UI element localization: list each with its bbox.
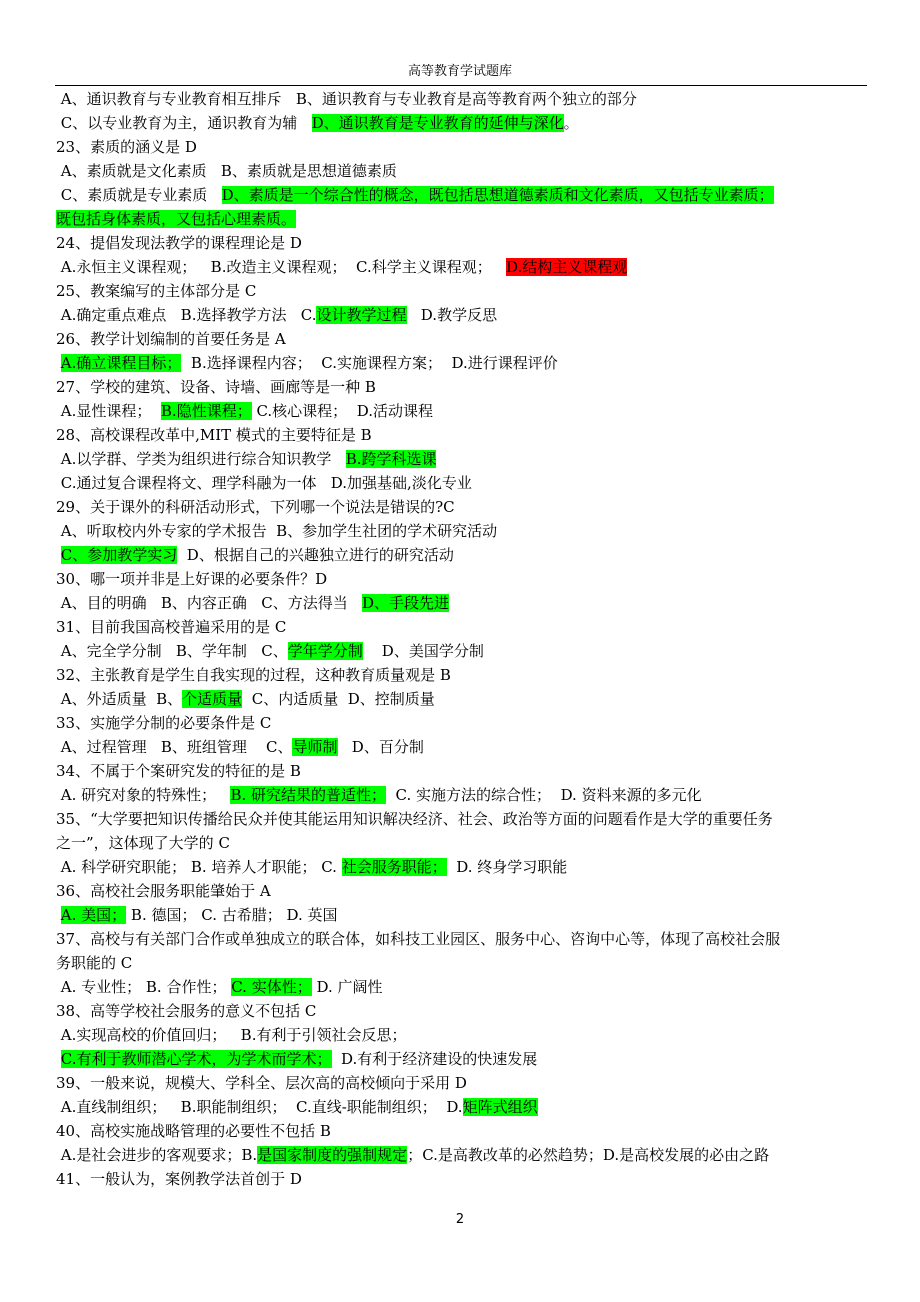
document-body xyxy=(56,87,872,1191)
answer-highlight: B.隐性课程； xyxy=(160,402,252,420)
answer-highlight: 矩阵式组织 xyxy=(462,1098,538,1116)
text-line xyxy=(56,255,872,279)
text-segment: 24、提倡发现法教学的课程理论是 D xyxy=(56,234,302,252)
answer-highlight: C、参加教学实习 xyxy=(60,546,178,564)
text-segment: D.教学反思 xyxy=(406,306,498,324)
text-line xyxy=(56,87,872,111)
text-segment: A、完全学分制 B、学年制 C、 xyxy=(56,642,288,660)
text-line xyxy=(56,759,872,783)
text-segment: A.永恒主义课程观； B.改造主义课程观； C.科学主义课程观； xyxy=(56,258,507,276)
text-segment: C、以专业教育为主，通识教育为辅 xyxy=(56,114,312,132)
text-line xyxy=(56,111,872,135)
text-segment: 33、实施学分制的必要条件是 C xyxy=(56,714,272,732)
text-segment: A.实现高校的价值回归； B.有利于引领社会反思； xyxy=(56,1026,407,1044)
text-segment: C.通过复合课程将文、理学科融为一体 D.加强基础,淡化专业 xyxy=(56,474,472,492)
text-line xyxy=(56,471,872,495)
text-segment: D、根据自己的兴趣独立进行的研究活动 xyxy=(177,546,454,564)
text-segment: A. 专业性； B. 合作性； xyxy=(56,978,232,996)
text-line xyxy=(56,999,872,1023)
page-number: 2 xyxy=(455,1212,465,1227)
text-segment: A、通识教育与专业教育相互排斥 B、通识教育与专业教育是高等教育两个独立的部分 xyxy=(56,90,637,108)
answer-highlight: C.有利于教师潜心学术，为学术而学术； xyxy=(60,1050,332,1068)
text-segment: B.选择课程内容； C.实施课程方案； D.进行课程评价 xyxy=(181,354,558,372)
text-segment: 37、高校与有关部门合作或单独成立的联合体，如科技工业园区、服务中心、咨询中心等，体现了高校社会服 xyxy=(56,930,781,948)
text-segment: 39、一般来说，规模大、学科全、层次高的高校倾向于采用 D xyxy=(56,1074,467,1092)
text-line xyxy=(56,423,872,447)
answer-highlight: B. 研究结果的普适性； xyxy=(230,786,387,804)
text-line xyxy=(56,639,872,663)
text-segment: A. 科学研究职能； B. 培养人才职能； C. xyxy=(56,858,342,876)
text-segment: B. 德国； C. 古希腊； D. 英国 xyxy=(126,906,338,924)
text-segment: 之一”，这体现了大学的 C xyxy=(56,834,230,852)
text-segment: C、内适质量 D、控制质量 xyxy=(242,690,435,708)
text-line xyxy=(56,1167,872,1191)
text-segment: A、目的明确 B、内容正确 C、方法得当 xyxy=(56,594,363,612)
answer-highlight: D、素质是一个综合性的概念，既包括思想道德素质和文化素质，又包括专业素质； xyxy=(221,186,774,204)
text-segment: 28、高校课程改革中,MIT 模式的主要特征是 B xyxy=(56,426,372,444)
text-segment: C、素质就是专业素质 xyxy=(56,186,222,204)
text-line xyxy=(56,495,872,519)
text-segment: 务职能的 C xyxy=(56,954,133,972)
text-segment: 38、高等学校社会服务的意义不包括 C xyxy=(56,1002,317,1020)
text-line xyxy=(56,927,872,951)
text-line xyxy=(56,903,872,927)
text-segment: A、外适质量 B、 xyxy=(56,690,183,708)
text-segment: A、听取校内外专家的学术报告 B、参加学生社团的学术研究活动 xyxy=(56,522,498,540)
text-line xyxy=(56,855,872,879)
text-segment: 36、高校社会服务职能肇始于 A xyxy=(56,882,271,900)
text-line xyxy=(56,831,872,855)
text-line xyxy=(56,567,872,591)
text-segment: A.直线制组织； B.职能制组织； C.直线-职能制组织； D. xyxy=(56,1098,463,1116)
text-line xyxy=(56,543,872,567)
text-line xyxy=(56,807,872,831)
text-line xyxy=(56,1143,872,1167)
text-segment: A、过程管理 B、班组管理 C、 xyxy=(56,738,293,756)
text-line xyxy=(56,951,872,975)
answer-highlight: C. 实体性； xyxy=(231,978,312,996)
text-segment: 35、“大学要把知识传播给民众并使其能运用知识解决经济、社会、政治等方面的问题看作是大学的重要任务 xyxy=(56,810,773,828)
text-segment: 32、主张教育是学生自我实现的过程，这种教育质量观是 B xyxy=(56,666,451,684)
answer-highlight: 社会服务职能； xyxy=(341,858,447,876)
text-segment: 25、教案编写的主体部分是 C xyxy=(56,282,257,300)
text-line xyxy=(56,447,872,471)
text-segment: A.显性课程； xyxy=(56,402,161,420)
answer-highlight: 导师制 xyxy=(292,738,338,756)
text-line xyxy=(56,615,872,639)
text-segment: 23、素质的涵义是 D xyxy=(56,138,197,156)
text-line xyxy=(56,735,872,759)
header-rule xyxy=(55,85,867,86)
text-segment: 40、高校实施战略管理的必要性不包括 B xyxy=(56,1122,331,1140)
answer-highlight: A. 美国； xyxy=(60,906,127,924)
text-line xyxy=(56,783,872,807)
text-segment: C.核心课程； D.活动课程 xyxy=(251,402,433,420)
text-line xyxy=(56,279,872,303)
text-line xyxy=(56,975,872,999)
text-line xyxy=(56,135,872,159)
text-segment: A、素质就是文化素质 B、素质就是思想道德素质 xyxy=(56,162,397,180)
text-line xyxy=(56,183,872,207)
answer-highlight: D、通识教育是专业教育的延伸与深化 xyxy=(311,114,564,132)
text-line xyxy=(56,687,872,711)
text-segment: D、百分制 xyxy=(337,738,424,756)
page-header: 高等教育学试题库 xyxy=(407,64,512,79)
text-line xyxy=(56,399,872,423)
text-segment: C. 实施方法的综合性； D. 资料来源的多元化 xyxy=(386,786,702,804)
text-segment: D、美国学分制 xyxy=(362,642,484,660)
text-segment: ；C.是高教改革的必然趋势；D.是高校发展的必由之路 xyxy=(407,1146,770,1164)
text-line xyxy=(56,1047,872,1071)
answer-highlight: 学年学分制 xyxy=(287,642,363,660)
answer-highlight: B.跨学科选课 xyxy=(345,450,437,468)
text-line xyxy=(56,351,872,375)
text-line xyxy=(56,711,872,735)
text-segment: A.确定重点难点 B.选择教学方法 C. xyxy=(56,306,317,324)
text-line xyxy=(56,375,872,399)
text-line xyxy=(56,1119,872,1143)
text-segment: A.是社会进步的客观要求；B. xyxy=(56,1146,258,1164)
text-line xyxy=(56,231,872,255)
text-segment: 27、学校的建筑、设备、诗墙、画廊等是一种 B xyxy=(56,378,376,396)
text-line xyxy=(56,519,872,543)
text-line xyxy=(56,879,872,903)
text-line xyxy=(56,1095,872,1119)
text-segment: 30、哪一项并非是上好课的必要条件？D xyxy=(56,570,328,588)
text-line xyxy=(56,327,872,351)
text-segment: 26、教学计划编制的首要任务是 A xyxy=(56,330,286,348)
text-segment: 41、一般认为，案例教学法首创于 D xyxy=(56,1170,302,1188)
text-line xyxy=(56,303,872,327)
text-line xyxy=(56,159,872,183)
text-line xyxy=(56,663,872,687)
text-line xyxy=(56,207,872,231)
text-segment: D. 终身学习职能 xyxy=(446,858,568,876)
answer-highlight: 设计教学过程 xyxy=(316,306,407,324)
answer-highlight: 既包括身体素质，又包括心理素质。 xyxy=(56,210,297,228)
text-line xyxy=(56,1071,872,1095)
text-segment: 34、不属于个案研究发的特征的是 B xyxy=(56,762,301,780)
text-line xyxy=(56,1023,872,1047)
answer-highlight: D、手段先进 xyxy=(362,594,450,612)
answer-highlight: 个适质量 xyxy=(182,690,243,708)
answer-highlight: 是国家制度的强制规定 xyxy=(257,1146,408,1164)
text-segment: 31、目前我国高校普遍采用的是 C xyxy=(56,618,287,636)
text-line xyxy=(56,591,872,615)
text-segment: A. 研究对象的特殊性； xyxy=(56,786,231,804)
text-segment: 29、关于课外的科研活动形式，下列哪一个说法是错误的?C xyxy=(56,498,455,516)
text-segment: 。 xyxy=(563,114,579,132)
text-segment: A.以学群、学类为组织进行综合知识教学 xyxy=(56,450,346,468)
answer-highlight: A.确立课程目标； xyxy=(60,354,182,372)
text-segment: D. 广阔性 xyxy=(311,978,383,996)
text-segment: D.有利于经济建设的快速发展 xyxy=(331,1050,538,1068)
answer-highlight-red: D.结构主义课程观 xyxy=(506,258,628,276)
